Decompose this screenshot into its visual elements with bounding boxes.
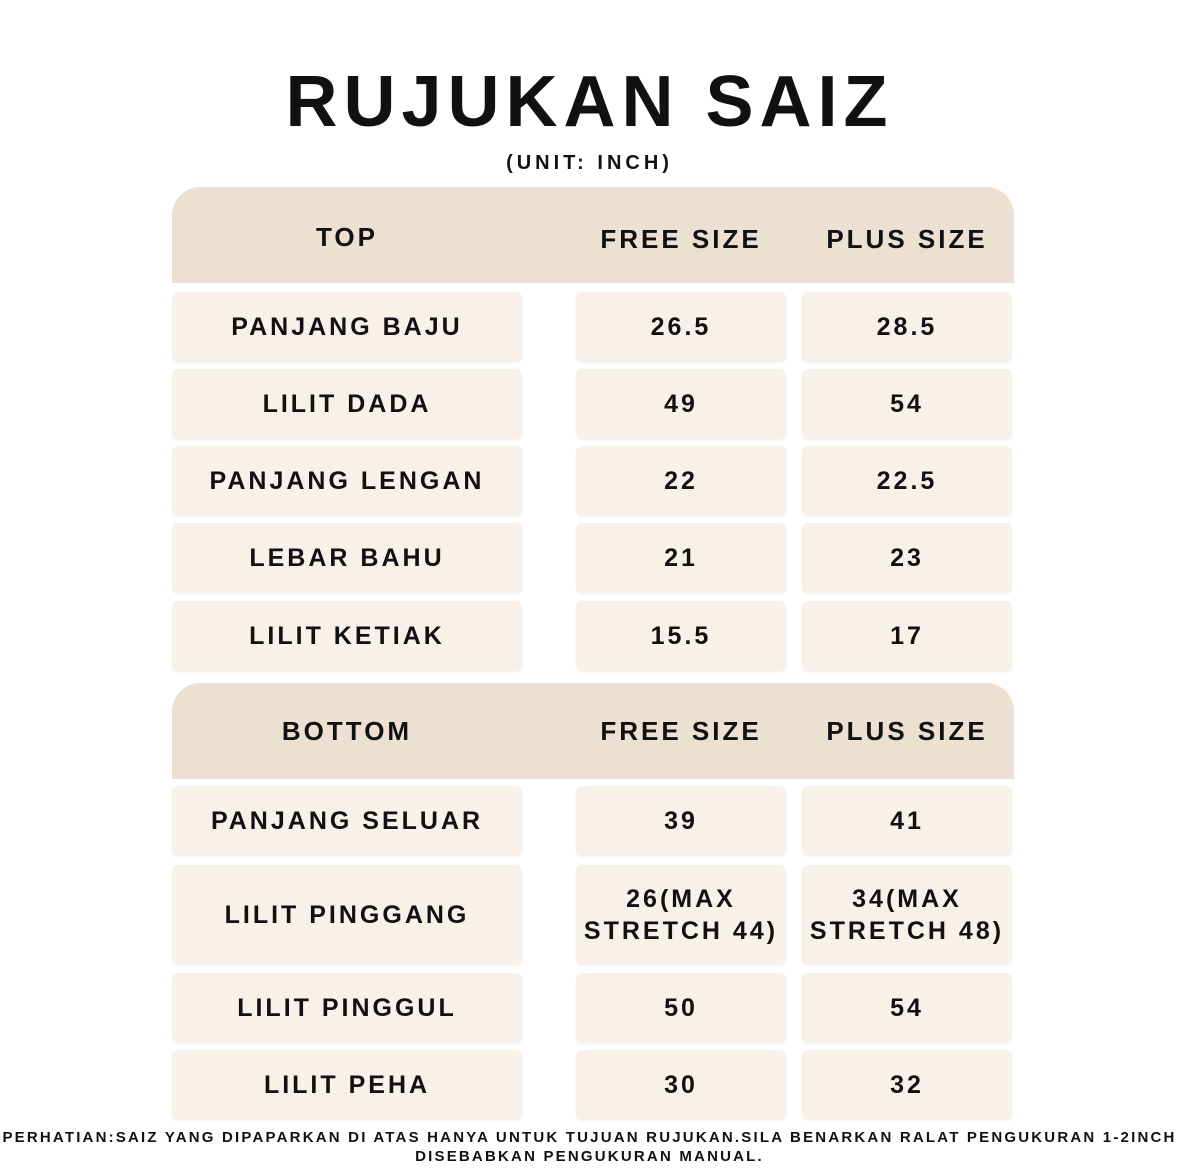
bottom-row-plus-value: 41 <box>802 786 1012 856</box>
top-header-free-size: FREE SIZE <box>600 224 762 254</box>
bottom-row-free-value: 39 <box>576 786 786 856</box>
bottom-row-free-value: 50 <box>576 973 786 1043</box>
top-row-free-value: 21 <box>576 523 786 593</box>
top-row-plus-value: 28.5 <box>802 292 1012 362</box>
top-row-label: LEBAR BAHU <box>172 523 522 593</box>
top-row-free-value: 15.5 <box>576 601 786 671</box>
top-row-plus-value: 17 <box>802 601 1012 671</box>
bottom-row-label: LILIT PINGGUL <box>172 973 522 1043</box>
page-title: RUJUKAN SAIZ <box>285 62 894 142</box>
bottom-row-plus-value: 34(MAX STRETCH 48) <box>802 865 1012 965</box>
bottom-row-label: LILIT PINGGANG <box>172 865 522 965</box>
top-row-plus-value: 23 <box>802 523 1012 593</box>
bottom-row-free-value: 26(MAX STRETCH 44) <box>576 865 786 965</box>
disclaimer-note: PERHATIAN:SAIZ YANG DIPAPARKAN DI ATAS HANYA UNTUK TUJUAN RUJUKAN.SILA BENARKAN RALAT PENGUKURAN 1-2INCH DISEBABKAN PENGUKURAN MANUAL. <box>2 1129 1177 1165</box>
top-row-plus-value: 54 <box>802 369 1012 439</box>
top-header-label: TOP <box>316 222 378 252</box>
top-row-free-value: 26.5 <box>576 292 786 362</box>
top-row-label: LILIT KETIAK <box>172 601 522 671</box>
bottom-row-label: LILIT PEHA <box>172 1050 522 1120</box>
bottom-row-label: PANJANG SELUAR <box>172 786 522 856</box>
top-row-label: PANJANG LENGAN <box>172 446 522 516</box>
top-row-label: PANJANG BAJU <box>172 292 522 362</box>
bottom-header-free-size: FREE SIZE <box>600 716 762 746</box>
bottom-row-plus-value: 54 <box>802 973 1012 1043</box>
bottom-row-free-value: 30 <box>576 1050 786 1120</box>
top-row-label: LILIT DADA <box>172 369 522 439</box>
bottom-header-plus-size: PLUS SIZE <box>826 716 988 746</box>
top-row-free-value: 49 <box>576 369 786 439</box>
bottom-header-label: BOTTOM <box>281 716 413 746</box>
unit-subtitle: (UNIT: INCH) <box>506 152 673 174</box>
top-header-plus-size: PLUS SIZE <box>826 224 988 254</box>
top-row-free-value: 22 <box>576 446 786 516</box>
top-row-plus-value: 22.5 <box>802 446 1012 516</box>
bottom-row-plus-value: 32 <box>802 1050 1012 1120</box>
